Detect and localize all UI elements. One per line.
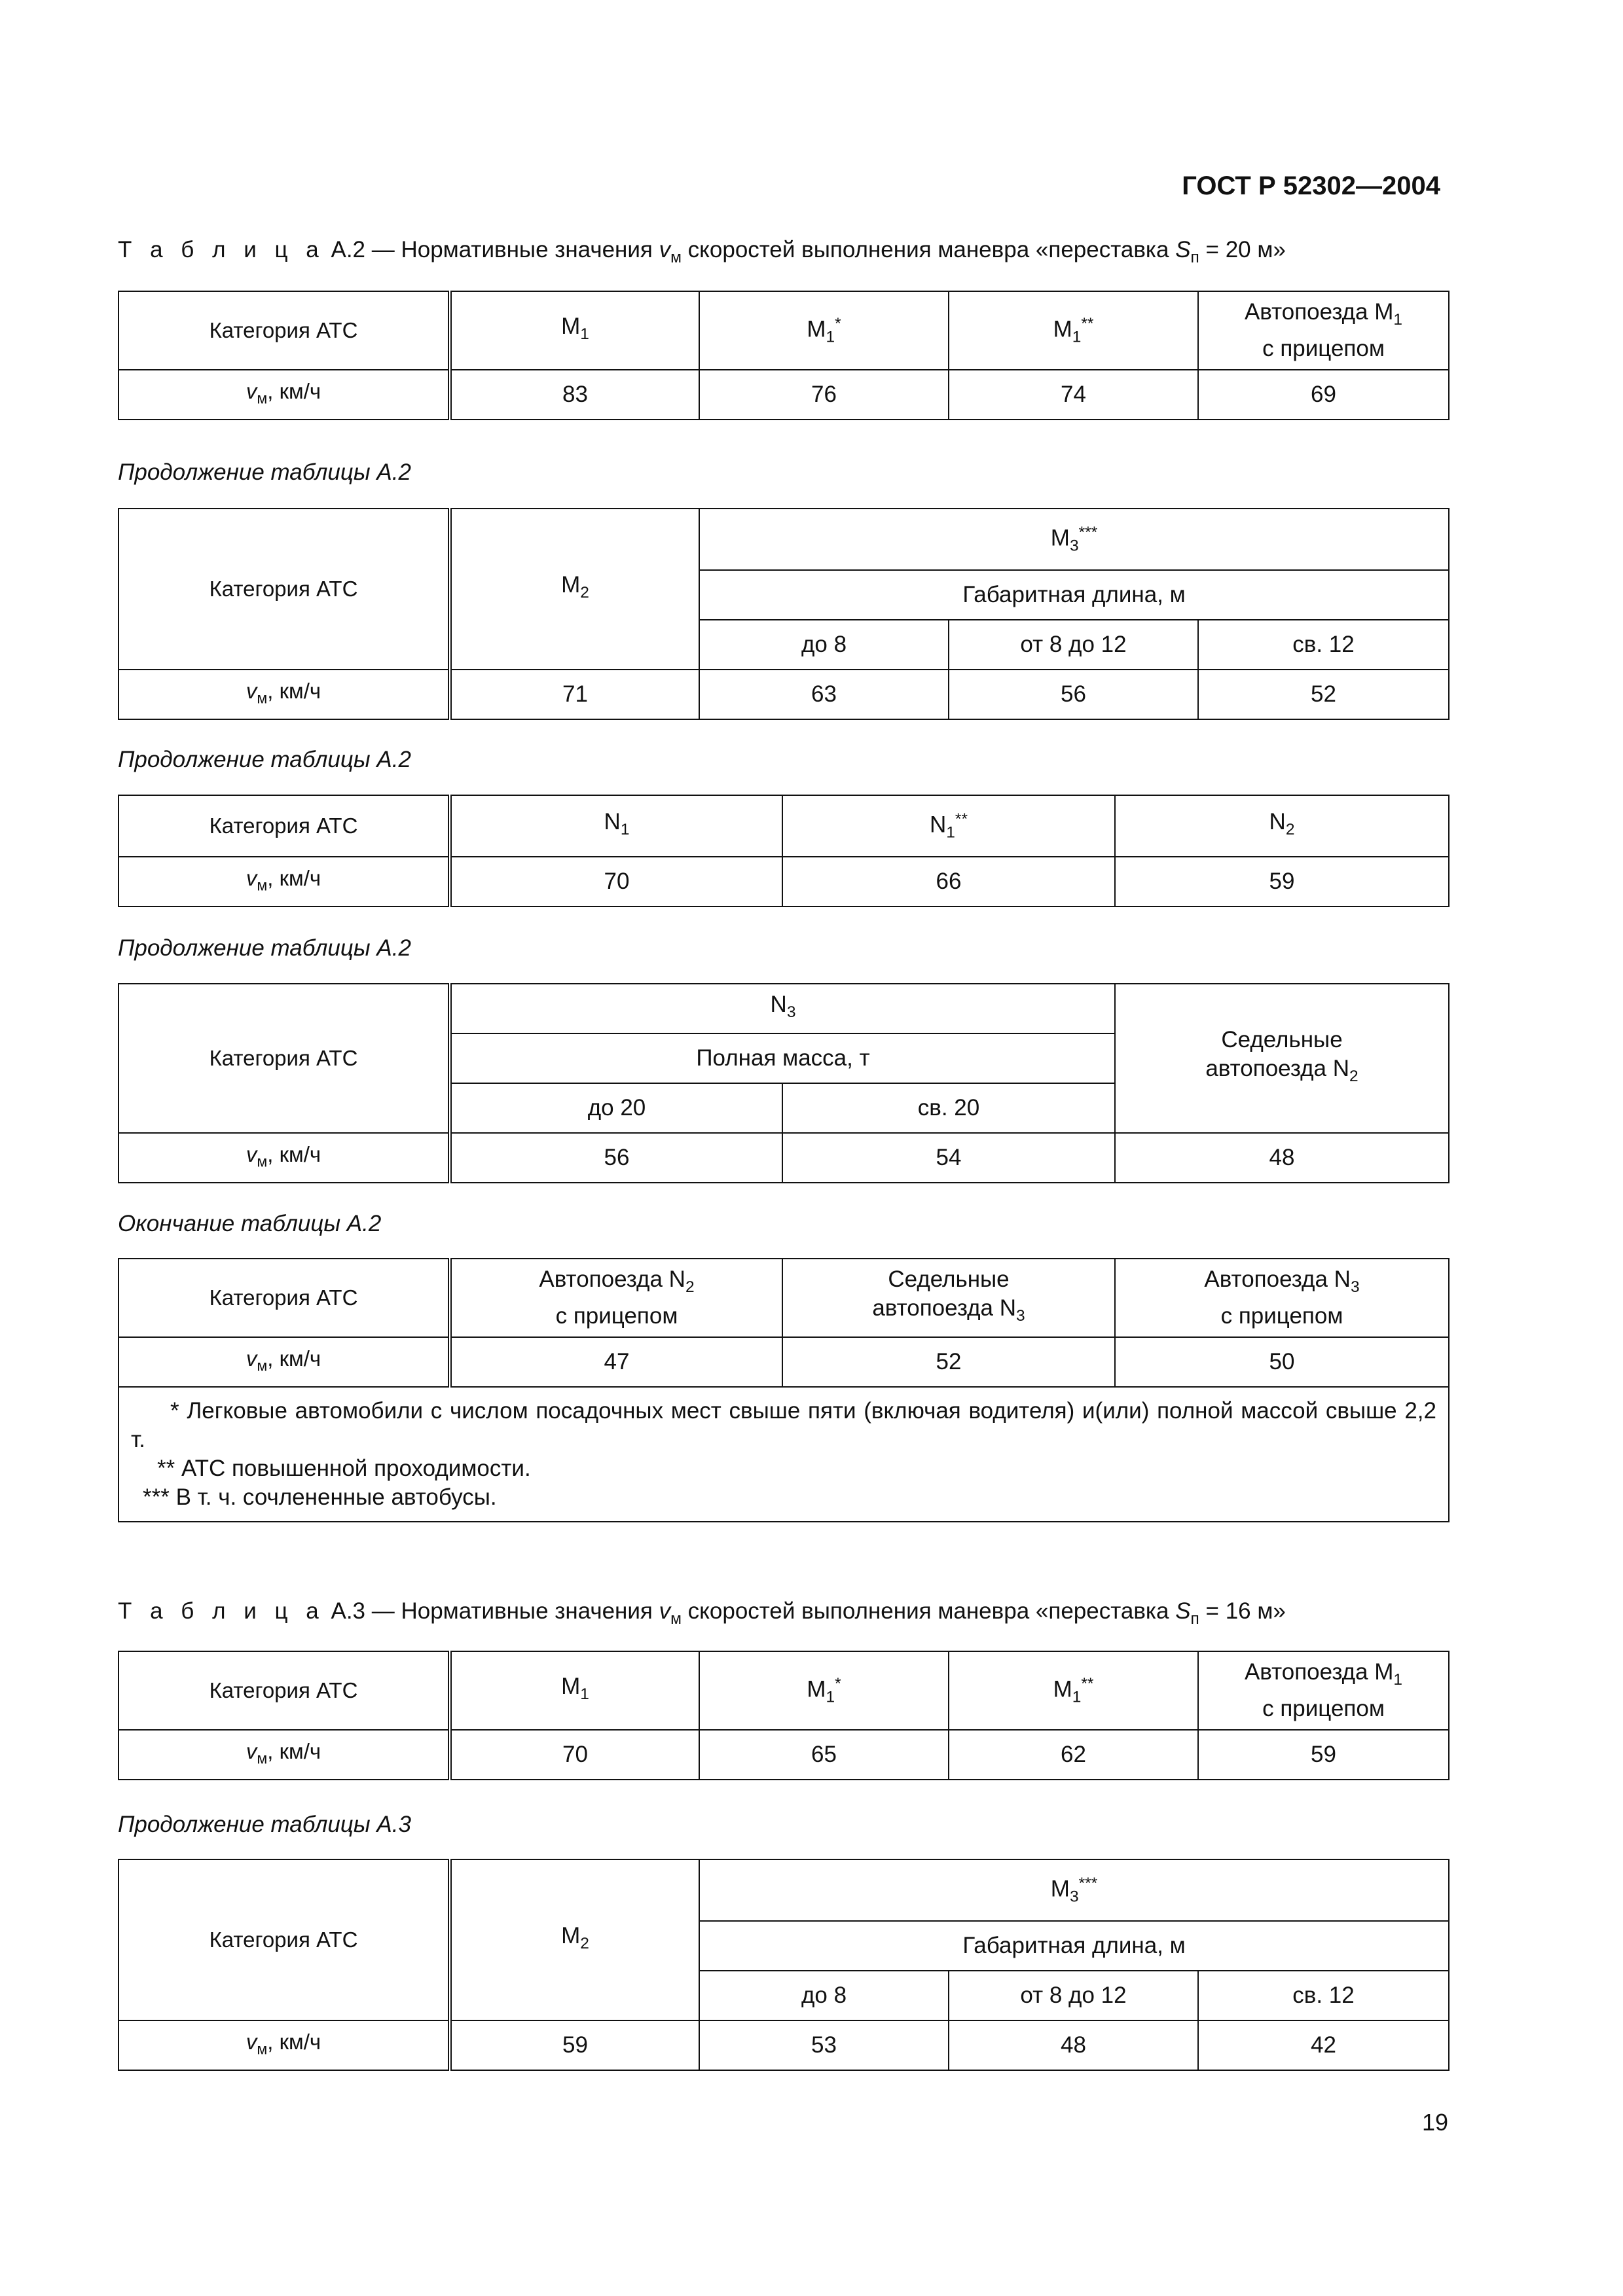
caption-text: скоростей выполнения маневра «переставка [681,237,1176,262]
table-a2-part3 [118,795,1450,907]
table-a2-part4 [118,983,1450,1183]
value-cell: 59 [1198,1730,1449,1780]
value-cell: 54 [782,1133,1115,1183]
col-header: Автопоезда $M_1$ с прицепом [1198,1651,1449,1730]
table-a3-part1 [118,1651,1450,1780]
col-header: Автопоезда $M_1$ с прицепом [1198,291,1449,370]
caption-text: = 16 м» [1199,1598,1286,1624]
value-cell: 66 [782,857,1115,906]
value-cell: 59 [450,2020,699,2070]
sub-col: св. 12 [1198,620,1449,670]
page-number: 19 [1421,2109,1448,2136]
caption-number: А.3 [331,1598,366,1624]
continuation-label: Продолжение таблицы А.2 [118,459,411,485]
category-label: Категория АТС [119,795,450,857]
col-header: $N_3$ [450,984,1115,1033]
caption-label: Т а б л и ц а [118,1598,325,1624]
caption-label: Т а б л и ц а [118,237,325,262]
value-cell: 48 [949,2020,1198,2070]
continuation-label: Продолжение таблицы А.2 [118,747,411,772]
note: ** АТС повышенной проходимости. [157,1456,531,1481]
note: * Легковые автомобили с числом посадочных мест свыше пяти (включая водителя) и(или) полной массой свыше 2,2 т. [131,1398,1436,1452]
value-cell: 65 [699,1730,949,1780]
col-header: $M_1^{**}$ [949,291,1198,370]
value-cell: 52 [782,1337,1115,1387]
document-id: ГОСТ Р 52302—2004 [1182,171,1440,200]
sub-col: до 8 [699,620,949,670]
row-label: $v_м$, км/ч [119,2020,450,2070]
caption-text: — Нормативные значения [365,1598,659,1624]
sub-header: Габаритная длина, м [699,570,1449,620]
sub-col: до 8 [699,1971,949,2020]
table-a2-caption [118,237,1286,267]
table-a2-part1 [118,291,1450,420]
value-cell: 70 [450,1730,699,1780]
col-header: $M_1^{**}$ [949,1651,1198,1730]
category-label: Категория АТС [119,1859,450,2020]
col-header: $M_1^*$ [699,291,949,370]
col-header: Автопоезда $N_2$ с прицепом [450,1259,782,1337]
value-cell: 42 [1198,2020,1449,2070]
table-a3-part2 [118,1859,1450,2071]
col-header: Автопоезда $N_3$ с прицепом [1115,1259,1449,1337]
row-label: $v_м$, км/ч [119,370,450,420]
row-label: $v_м$, км/ч [119,1730,450,1780]
col-header: $M_2$ [450,1859,699,2020]
sub-col: св. 12 [1198,1971,1449,2020]
category-label: Категория АТС [119,291,450,370]
continuation-label: Продолжение таблицы А.3 [118,1812,411,1837]
table-notes [119,1387,1449,1522]
value-cell: 76 [699,370,949,420]
table-a2-part2 [118,508,1450,720]
caption-v: v [659,1598,671,1624]
col-header: $M_1^*$ [699,1651,949,1730]
category-label: Категория АТС [119,509,450,670]
value-cell: 56 [949,670,1198,719]
sub-col: от 8 до 12 [949,1971,1198,2020]
row-label: $v_м$, км/ч [119,1133,450,1183]
category-label: Категория АТС [119,1259,450,1337]
col-header: $M_3^{***}$ [699,509,1449,570]
col-header: Седельные автопоезда $N_2$ [1115,984,1449,1133]
value-cell: 56 [450,1133,782,1183]
caption-s: S [1175,237,1191,262]
note: *** В т. ч. сочлененные автобусы. [143,1484,497,1510]
value-cell: 47 [450,1337,782,1387]
value-cell: 63 [699,670,949,719]
caption-s-sub: п [1190,1610,1199,1628]
value-cell: 69 [1198,370,1449,420]
value-cell: 50 [1115,1337,1449,1387]
value-cell: 62 [949,1730,1198,1780]
caption-s: S [1175,1598,1191,1624]
col-header: $N_2$ [1115,795,1449,857]
category-label: Категория АТС [119,984,450,1133]
col-header: $M_1$ [450,1651,699,1730]
table-a3-caption [118,1598,1286,1628]
value-cell: 83 [450,370,699,420]
col-header: $N_1^{**}$ [782,795,1115,857]
caption-text: скоростей выполнения маневра «переставка [681,1598,1176,1624]
col-header: Седельные автопоезда $N_3$ [782,1259,1115,1337]
caption-v-sub: м [670,249,682,266]
caption-v: v [659,237,671,262]
sub-col: св. 20 [782,1083,1115,1133]
caption-number: А.2 [331,237,366,262]
caption-text: — Нормативные значения [365,237,659,262]
col-header: $M_1$ [450,291,699,370]
sub-header: Полная масса, т [450,1033,1115,1083]
value-cell: 74 [949,370,1198,420]
table-a2-part5 [118,1258,1450,1522]
col-header: $N_1$ [450,795,782,857]
col-header: $M_2$ [450,509,699,670]
sub-header: Габаритная длина, м [699,1921,1449,1971]
caption-s-sub: п [1190,249,1199,266]
row-label: $v_м$, км/ч [119,1337,450,1387]
caption-text: = 20 м» [1199,237,1286,262]
value-cell: 70 [450,857,782,906]
end-label: Окончание таблицы А.2 [118,1211,382,1236]
caption-v-sub: м [670,1610,682,1628]
sub-col: до 20 [450,1083,782,1133]
value-cell: 48 [1115,1133,1449,1183]
row-label: $v_м$, км/ч [119,670,450,719]
value-cell: 52 [1198,670,1449,719]
row-label: $v_м$, км/ч [119,857,450,906]
value-cell: 53 [699,2020,949,2070]
value-cell: 71 [450,670,699,719]
continuation-label: Продолжение таблицы А.2 [118,935,411,961]
sub-col: от 8 до 12 [949,620,1198,670]
category-label: Категория АТС [119,1651,450,1730]
value-cell: 59 [1115,857,1449,906]
col-header: $M_3^{***}$ [699,1859,1449,1921]
